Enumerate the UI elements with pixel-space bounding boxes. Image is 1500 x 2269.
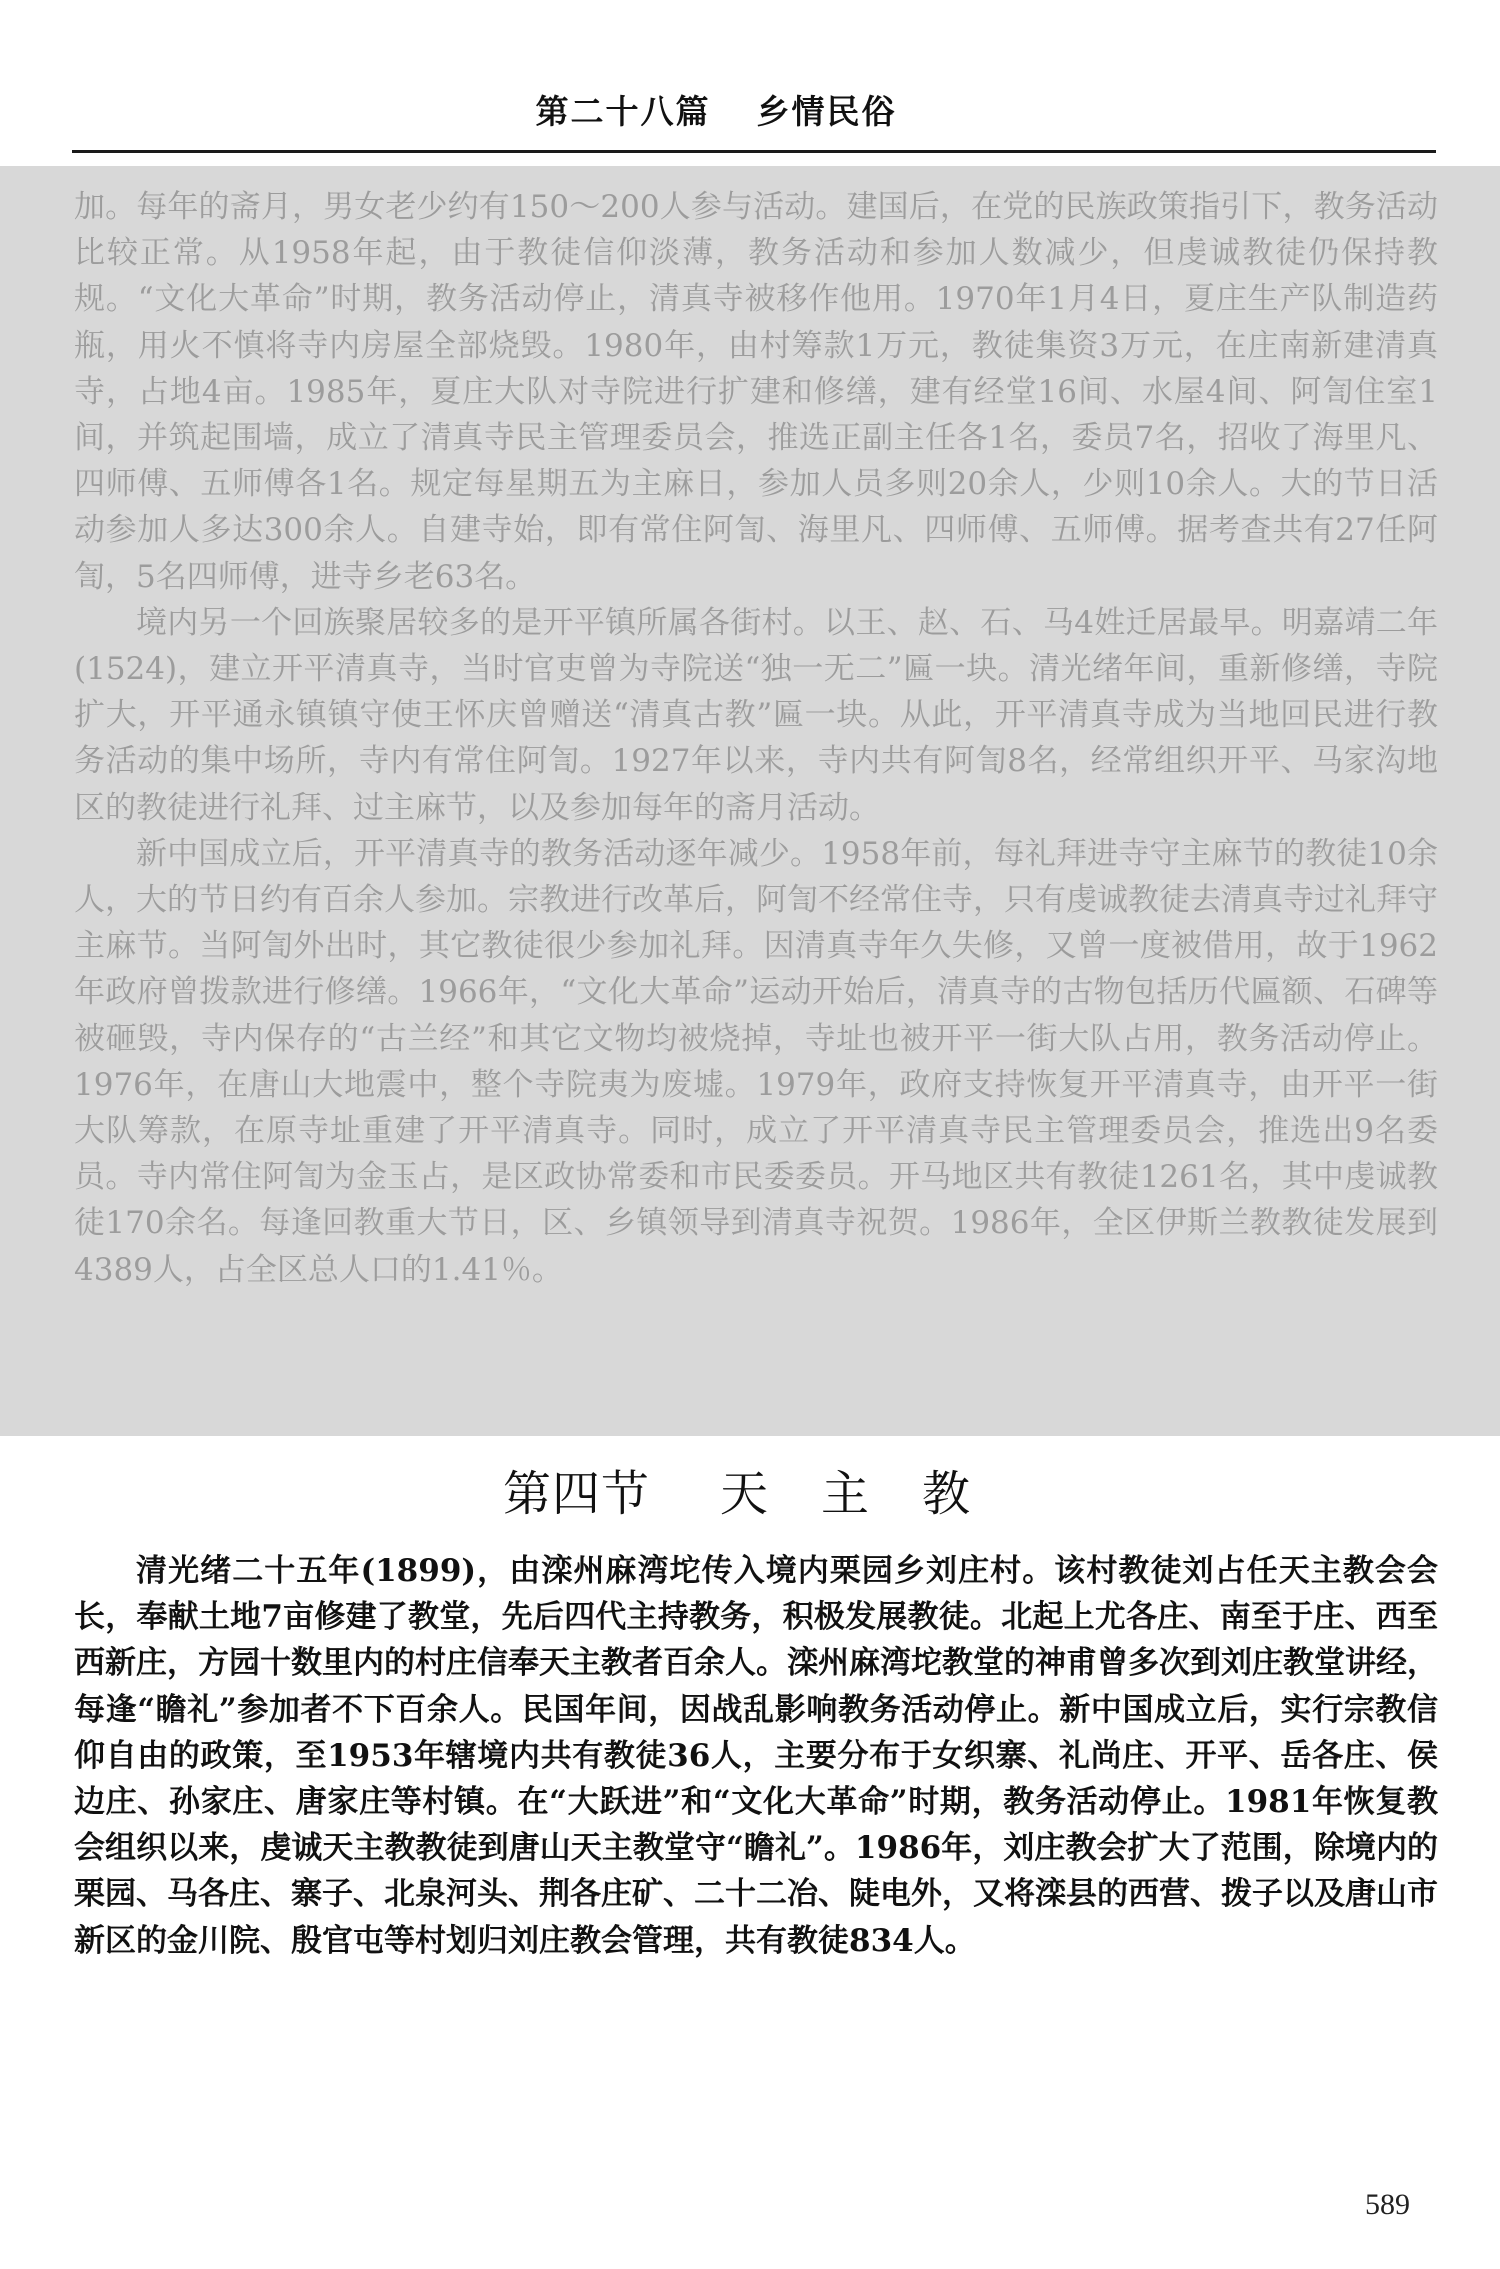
section-title-char: 天: [719, 1466, 769, 1522]
section-number: 第四节: [502, 1466, 650, 1522]
paragraph-continued: 加。每年的斋月，男女老少约有150～200人参与活动。建国后，在党的民族政策指引下，教务活动比较正常。从1958年起，由于教徒信仰淡薄，教务活动和参加人数减少，但虔诚教徒仍保持教规。“文化大革命”时期，教务活动停止，清真寺被移作他用。1970年1月4日，夏庄生产队制造药瓶，用火不慎将寺内房屋全部烧毁。1980年，由村筹款1万元，教徒集资3万元，在庄南新建清真寺，占地4亩。1985年，夏庄大队对寺院进行扩建和修缮，建有经堂16间、水屋4间、阿訇住室1间，并筑起围墙，成立了清真寺民主管理委员会，推选正副主任各1名，委员7名，招收了海里凡、四师傅、五师傅各1名。规定每星期五为主麻日，参加人员多则20余人，少则10余人。大的节日活动参加人多达300余人。自建寺始，即有常住阿訇、海里凡、四师傅、五师傅。据考查共有27任阿訇，5名四师傅，进寺乡老63名。: [74, 189, 1438, 595]
paragraph-kaiping-mosque: 境内另一个回族聚居较多的是开平镇所属各街村。以王、赵、石、马4姓迁居最早。明嘉靖二年(1524)，建立开平清真寺，当时官吏曾为寺院送“独一无二”匾一块。清光绪年间，重新修缮，寺院扩大，开平通永镇镇守使王怀庆曾赠送“清真古教”匾一块。从此，开平清真寺成为当地回民进行教务活动的集中场所，寺内有常住阿訇。1927年以来，寺内共有阿訇8名，经常组织开平、马家沟地区的教徒进行礼拜、过主麻节，以及参加每年的斋月活动。: [74, 604, 1438, 826]
section-title-char: 教: [922, 1466, 972, 1522]
header-chapter: 第二十八篇: [535, 92, 711, 131]
page-header: [0, 86, 1432, 133]
highlighted-text: [74, 184, 1438, 1293]
header-title: 乡情民俗: [756, 92, 897, 131]
header-rule: [72, 150, 1436, 153]
section-title: [0, 1455, 1500, 1524]
page-number: 589: [1365, 2188, 1410, 2221]
section-body: [74, 1548, 1438, 1964]
paragraph-after-1949: 新中国成立后，开平清真寺的教务活动逐年减少。1958年前，每礼拜进寺守主麻节的教徒10余人，大的节日约有百余人参加。宗教进行改革后，阿訇不经常住寺，只有虔诚教徒去清真寺过礼拜守主麻节。当阿訇外出时，其它教徒很少参加礼拜。因清真寺年久失修，又曾一度被借用，故于1962年政府曾拨款进行修缮。1966年，“文化大革命”运动开始后，清真寺的古物包括历代匾额、石碑等被砸毁，寺内保存的“古兰经”和其它文物均被烧掉，寺址也被开平一街大队占用，教务活动停止。1976年，在唐山大地震中，整个寺院夷为废墟。1979年，政府支持恢复开平清真寺，由开平一街大队筹款，在原寺址重建了开平清真寺。同时，成立了开平清真寺民主管理委员会，推选出9名委员。寺内常住阿訇为金玉占，是区政协常委和市民委委员。开马地区共有教徒1261名，其中虔诚教徒170余名。每逢回教重大节日，区、乡镇领导到清真寺祝贺。1986年，全区伊斯兰教教徒发展到4389人，占全区总人口的1.41％。: [74, 835, 1438, 1288]
body-paragraph: 清光绪二十五年(1899)，由滦州麻湾坨传入境内栗园乡刘庄村。该村教徒刘占任天主教会会长，奉献土地7亩修建了教堂，先后四代主持教务，积极发展教徒。北起上尤各庄、南至于庄、西至西新庄，方园十数里内的村庄信奉天主教者百余人。滦州麻湾坨教堂的神甫曾多次到刘庄教堂讲经，每逢“瞻礼”参加者不下百余人。民国年间，因战乱影响教务活动停止。新中国成立后，实行宗教信仰自由的政策，至1953年辖境内共有教徒36人，主要分布于女织寨、礼尚庄、开平、岳各庄、侯边庄、孙家庄、唐家庄等村镇。在“大跃进”和“文化大革命”时期，教务活动停止。1981年恢复教会组织以来，虔诚天主教教徒到唐山天主教堂守“瞻礼”。1986年，刘庄教会扩大了范围，除境内的栗园、马各庄、寨子、北泉河头、荆各庄矿、二十二冶、陡电外，又将滦县的西营、拨子以及唐山市新区的金川院、殷官屯等村划归刘庄教会管理，共有教徒834人。: [74, 1553, 1438, 1959]
section-title-char: 主: [821, 1466, 871, 1522]
